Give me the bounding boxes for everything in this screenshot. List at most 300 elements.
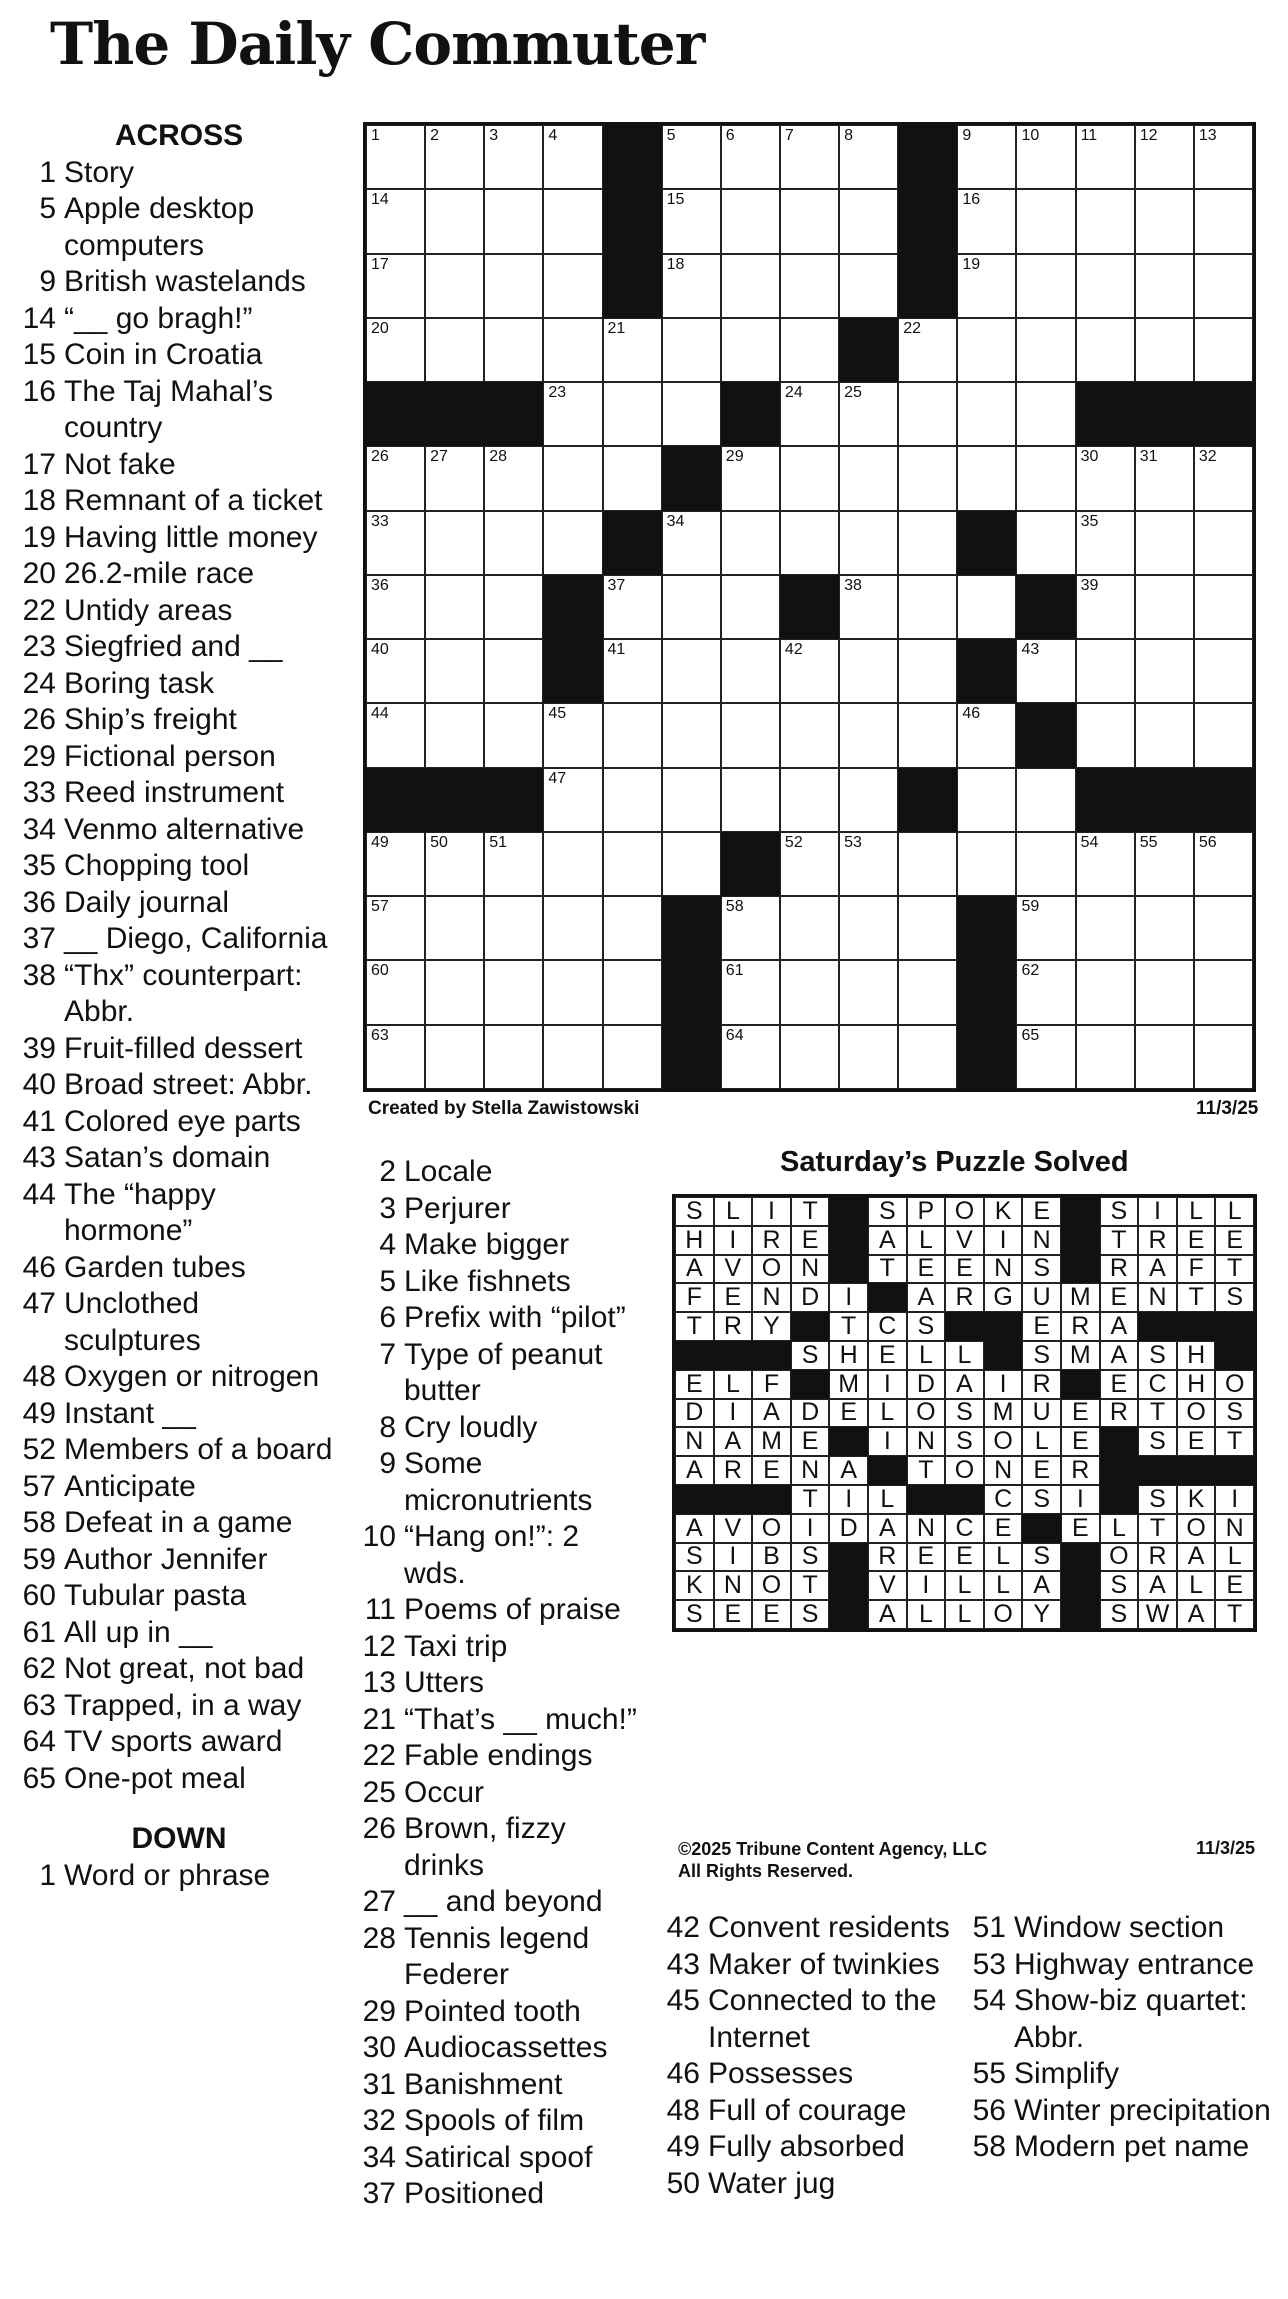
answer-square[interactable]: [1076, 639, 1135, 703]
answer-square[interactable]: [425, 1025, 484, 1089]
solution-letter: I: [984, 1226, 1023, 1255]
answer-square[interactable]: [1135, 703, 1194, 767]
clue-number: 32: [362, 2104, 396, 2137]
square-number: 6: [725, 127, 735, 144]
solution-black-square: [945, 1485, 984, 1514]
clue-text: Oxygen or nitrogen: [64, 1360, 320, 1393]
solution-letter: A: [1177, 1543, 1216, 1572]
answer-square[interactable]: [484, 189, 543, 253]
answer-square[interactable]: [1194, 639, 1253, 703]
answer-square[interactable]: [1194, 446, 1253, 510]
solution-letter: C: [868, 1312, 907, 1341]
clue-text: Story: [64, 155, 135, 189]
answer-square[interactable]: [603, 639, 662, 703]
solution-letter: L: [714, 1370, 753, 1399]
answer-square[interactable]: [839, 575, 898, 639]
solution-letter: A: [675, 1514, 714, 1543]
clue-item: [14, 1469, 344, 1506]
answer-square[interactable]: [780, 318, 839, 382]
answer-square[interactable]: [721, 896, 780, 960]
square-number: 59: [1021, 898, 1040, 916]
solution-letter: S: [868, 1197, 907, 1226]
solution-letter: A: [675, 1456, 714, 1485]
solution-letter: E: [1177, 1427, 1216, 1456]
clue-text: __ and beyond: [404, 1885, 603, 1918]
answer-square[interactable]: [1135, 318, 1194, 382]
solution-letter: S: [1022, 1341, 1061, 1370]
answer-square[interactable]: [957, 703, 1016, 767]
clue-text: Fully absorbed: [708, 2130, 905, 2163]
answer-square[interactable]: [662, 639, 721, 703]
answer-square[interactable]: [603, 768, 662, 832]
clue-text: Fruit-filled dessert: [64, 1031, 303, 1065]
answer-square[interactable]: [780, 960, 839, 1024]
answer-square[interactable]: [898, 318, 957, 382]
answer-square[interactable]: [1194, 896, 1253, 960]
answer-square[interactable]: [425, 125, 484, 189]
answer-square[interactable]: [366, 125, 425, 189]
answer-square[interactable]: [543, 1025, 602, 1089]
answer-square[interactable]: [425, 189, 484, 253]
answer-square[interactable]: [780, 254, 839, 318]
clue-item: [346, 1811, 646, 1884]
answer-square[interactable]: [366, 1025, 425, 1089]
answer-square[interactable]: [957, 446, 1016, 510]
answer-square[interactable]: [1076, 125, 1135, 189]
clue-number: 40: [22, 1068, 56, 1101]
solution-letter: R: [1100, 1255, 1139, 1284]
answer-square[interactable]: [1016, 125, 1075, 189]
answer-square[interactable]: [484, 446, 543, 510]
answer-square[interactable]: [1076, 254, 1135, 318]
answer-square[interactable]: [425, 446, 484, 510]
answer-square[interactable]: [1076, 511, 1135, 575]
answer-square[interactable]: [662, 832, 721, 896]
solution-black-square: [1215, 1456, 1254, 1485]
answer-square[interactable]: [425, 254, 484, 318]
answer-square[interactable]: [1194, 1025, 1253, 1089]
answer-square[interactable]: [603, 960, 662, 1024]
solution-black-square: [752, 1341, 791, 1370]
solution-letter: C: [984, 1485, 1023, 1514]
answer-square[interactable]: [839, 511, 898, 575]
answer-square[interactable]: [1194, 511, 1253, 575]
answer-square[interactable]: [366, 446, 425, 510]
answer-square[interactable]: [721, 446, 780, 510]
answer-square[interactable]: [898, 382, 957, 446]
answer-square[interactable]: [780, 639, 839, 703]
solution-title: Saturday’s Puzzle Solved: [780, 1146, 1129, 1178]
answer-square[interactable]: [898, 896, 957, 960]
answer-square[interactable]: [1076, 960, 1135, 1024]
answer-square[interactable]: [780, 896, 839, 960]
answer-square[interactable]: [484, 896, 543, 960]
answer-square[interactable]: [366, 189, 425, 253]
answer-square[interactable]: [1016, 832, 1075, 896]
answer-square[interactable]: [957, 768, 1016, 832]
solution-letter: I: [907, 1571, 946, 1600]
answer-square[interactable]: [484, 703, 543, 767]
answer-square[interactable]: [1076, 1025, 1135, 1089]
answer-square[interactable]: [839, 703, 898, 767]
answer-square[interactable]: [425, 639, 484, 703]
answer-square[interactable]: [366, 896, 425, 960]
answer-square[interactable]: [721, 768, 780, 832]
answer-square[interactable]: [603, 382, 662, 446]
answer-square[interactable]: [1194, 254, 1253, 318]
answer-square[interactable]: [543, 768, 602, 832]
answer-square[interactable]: [898, 832, 957, 896]
answer-square[interactable]: [1016, 960, 1075, 1024]
clue-item: [346, 1921, 646, 1994]
answer-square[interactable]: [1135, 1025, 1194, 1089]
answer-square[interactable]: [1135, 960, 1194, 1024]
answer-square[interactable]: [543, 511, 602, 575]
answer-square[interactable]: [484, 511, 543, 575]
solution-letter: E: [829, 1399, 868, 1428]
solution-letter: I: [714, 1543, 753, 1572]
answer-square[interactable]: [898, 703, 957, 767]
black-square: [1135, 382, 1194, 446]
answer-square[interactable]: [543, 318, 602, 382]
answer-square[interactable]: [839, 254, 898, 318]
solution-black-square: [984, 1341, 1023, 1370]
answer-square[interactable]: [1076, 832, 1135, 896]
answer-square[interactable]: [780, 703, 839, 767]
black-square: [1076, 382, 1135, 446]
answer-square[interactable]: [780, 382, 839, 446]
clue-text: Boring task: [64, 666, 215, 700]
answer-square[interactable]: [543, 960, 602, 1024]
solution-black-square: [1177, 1312, 1216, 1341]
answer-square[interactable]: [839, 1025, 898, 1089]
clue-item: [14, 556, 344, 593]
answer-square[interactable]: [1076, 446, 1135, 510]
clue-item: [14, 1858, 344, 1895]
square-number: 49: [371, 833, 389, 851]
answer-square[interactable]: [366, 832, 425, 896]
clue-text: All up in __: [64, 1615, 213, 1649]
answer-square[interactable]: [603, 575, 662, 639]
answer-square[interactable]: [603, 896, 662, 960]
answer-square[interactable]: [721, 254, 780, 318]
answer-square[interactable]: [366, 960, 425, 1024]
answer-square[interactable]: [780, 511, 839, 575]
solution-letter: T: [1100, 1226, 1139, 1255]
answer-square[interactable]: [1135, 511, 1194, 575]
solution-letter: O: [752, 1255, 791, 1284]
answer-square[interactable]: [839, 960, 898, 1024]
answer-square[interactable]: [543, 125, 602, 189]
answer-square[interactable]: [1076, 318, 1135, 382]
answer-square[interactable]: [366, 639, 425, 703]
answer-square[interactable]: [957, 254, 1016, 318]
answer-square[interactable]: [662, 575, 721, 639]
answer-square[interactable]: [1194, 832, 1253, 896]
answer-square[interactable]: [721, 575, 780, 639]
answer-square[interactable]: [1194, 960, 1253, 1024]
answer-square[interactable]: [1194, 575, 1253, 639]
solution-letter: E: [752, 1600, 791, 1629]
clue-text: Venmo alternative: [64, 812, 305, 846]
answer-square[interactable]: [543, 832, 602, 896]
clue-text: Banishment: [404, 2067, 563, 2101]
solution-black-square: [791, 1370, 830, 1399]
solution-letter: A: [1138, 1255, 1177, 1284]
solution-black-square: [791, 1312, 830, 1341]
clue-item: [14, 374, 344, 447]
answer-square[interactable]: [1135, 575, 1194, 639]
answer-square[interactable]: [1076, 896, 1135, 960]
answer-square[interactable]: [957, 318, 1016, 382]
answer-square[interactable]: [662, 382, 721, 446]
answer-square[interactable]: [780, 832, 839, 896]
clue-item: [966, 2093, 1286, 2130]
clue-item: [14, 702, 344, 739]
solution-letter: L: [1215, 1543, 1254, 1572]
solution-letter: O: [945, 1197, 984, 1226]
answer-square[interactable]: [780, 125, 839, 189]
square-number: 12: [1139, 127, 1158, 144]
answer-square[interactable]: [839, 382, 898, 446]
answer-square[interactable]: [603, 318, 662, 382]
answer-square[interactable]: [484, 318, 543, 382]
answer-square[interactable]: [366, 511, 425, 575]
solution-letter: H: [829, 1341, 868, 1370]
square-number: 44: [371, 705, 389, 723]
answer-square[interactable]: [898, 511, 957, 575]
answer-square[interactable]: [1016, 511, 1075, 575]
answer-square[interactable]: [839, 832, 898, 896]
answer-square[interactable]: [425, 703, 484, 767]
clue-number: 5: [39, 192, 56, 225]
solution-letter: T: [791, 1197, 830, 1226]
answer-square[interactable]: [425, 575, 484, 639]
clue-item: [346, 1191, 646, 1228]
answer-square[interactable]: [543, 896, 602, 960]
answer-square[interactable]: [662, 511, 721, 575]
answer-square[interactable]: [721, 511, 780, 575]
clue-text: British wastelands: [64, 265, 306, 298]
square-number: 15: [666, 191, 685, 209]
clue-number: 59: [22, 1542, 56, 1576]
answer-square[interactable]: [839, 639, 898, 703]
answer-square[interactable]: [543, 254, 602, 318]
answer-square[interactable]: [1135, 254, 1194, 318]
solution-black-square: [1177, 1456, 1216, 1485]
answer-square[interactable]: [957, 125, 1016, 189]
clue-text: Pointed tooth: [404, 1994, 581, 2028]
answer-square[interactable]: [957, 382, 1016, 446]
answer-square[interactable]: [543, 382, 602, 446]
answer-square[interactable]: [1135, 896, 1194, 960]
solution-letter: R: [868, 1543, 907, 1572]
black-square: [662, 960, 721, 1024]
answer-square[interactable]: [721, 703, 780, 767]
answer-square[interactable]: [721, 1025, 780, 1089]
answer-square[interactable]: [662, 768, 721, 832]
answer-square[interactable]: [1194, 125, 1253, 189]
answer-square[interactable]: [1194, 318, 1253, 382]
solution-letter: T: [1215, 1427, 1254, 1456]
answer-square[interactable]: [484, 575, 543, 639]
answer-square[interactable]: [839, 125, 898, 189]
answer-square[interactable]: [898, 446, 957, 510]
answer-square[interactable]: [839, 446, 898, 510]
clue-item: [346, 1775, 646, 1812]
answer-square[interactable]: [484, 639, 543, 703]
answer-square[interactable]: [898, 639, 957, 703]
clue-number: 15: [22, 338, 56, 371]
clue-text: Untidy areas: [64, 593, 233, 627]
answer-square[interactable]: [1016, 446, 1075, 510]
answer-square[interactable]: [1016, 1025, 1075, 1089]
answer-square[interactable]: [1016, 896, 1075, 960]
answer-square[interactable]: [780, 1025, 839, 1089]
answer-square[interactable]: [721, 189, 780, 253]
answer-square[interactable]: [543, 703, 602, 767]
answer-square[interactable]: [484, 960, 543, 1024]
answer-square[interactable]: [780, 189, 839, 253]
answer-square[interactable]: [366, 318, 425, 382]
solution-black-square: [675, 1341, 714, 1370]
solution-letter: S: [791, 1543, 830, 1572]
answer-square[interactable]: [1016, 189, 1075, 253]
answer-square[interactable]: [721, 125, 780, 189]
clue-item: [346, 1629, 646, 1666]
clue-item: [14, 301, 344, 338]
black-square: [1016, 575, 1075, 639]
answer-square[interactable]: [957, 832, 1016, 896]
solution-black-square: [714, 1485, 753, 1514]
answer-square[interactable]: [1016, 318, 1075, 382]
answer-square[interactable]: [543, 446, 602, 510]
clue-text: Full of courage: [708, 2093, 907, 2127]
answer-square[interactable]: [603, 703, 662, 767]
answer-square[interactable]: [662, 703, 721, 767]
answer-square[interactable]: [425, 960, 484, 1024]
answer-square[interactable]: [662, 125, 721, 189]
answer-square[interactable]: [839, 189, 898, 253]
solution-letter: I: [829, 1485, 868, 1514]
answer-square[interactable]: [543, 189, 602, 253]
answer-square[interactable]: [839, 896, 898, 960]
solution-letter: T: [791, 1571, 830, 1600]
clue-text: Simplify: [1014, 2057, 1120, 2090]
answer-square[interactable]: [1076, 575, 1135, 639]
solution-black-square: [829, 1226, 868, 1255]
answer-square[interactable]: [366, 254, 425, 318]
answer-square[interactable]: [662, 189, 721, 253]
answer-square[interactable]: [1016, 639, 1075, 703]
answer-square[interactable]: [1135, 189, 1194, 253]
answer-square[interactable]: [1076, 703, 1135, 767]
solution-letter: D: [791, 1399, 830, 1428]
answer-square[interactable]: [484, 832, 543, 896]
answer-square[interactable]: [366, 575, 425, 639]
answer-square[interactable]: [898, 1025, 957, 1089]
answer-square[interactable]: [425, 896, 484, 960]
clue-number: 48: [22, 1360, 56, 1393]
answer-square[interactable]: [1135, 639, 1194, 703]
square-number: 65: [1021, 1026, 1040, 1044]
answer-square[interactable]: [1016, 254, 1075, 318]
answer-square[interactable]: [1194, 703, 1253, 767]
clue-text: 26.2-mile race: [64, 557, 255, 590]
answer-square[interactable]: [603, 1025, 662, 1089]
clue-item: [346, 2176, 646, 2213]
clue-number: 50: [666, 2166, 700, 2200]
clue-number: 18: [22, 484, 56, 517]
answer-square[interactable]: [425, 832, 484, 896]
answer-square[interactable]: [1016, 768, 1075, 832]
answer-square[interactable]: [1135, 832, 1194, 896]
solution-letter: S: [675, 1600, 714, 1629]
clue-text: Connected to the Internet: [708, 1984, 937, 2054]
clue-text: Make bigger: [404, 1228, 570, 1261]
clue-number: 43: [666, 1947, 700, 1981]
clue-item: [966, 1910, 1286, 1947]
square-number: 39: [1080, 576, 1099, 594]
square-number: 5: [666, 127, 676, 144]
clue-item: [346, 1665, 646, 1702]
black-square: [721, 832, 780, 896]
answer-square[interactable]: [721, 960, 780, 1024]
answer-square[interactable]: [425, 318, 484, 382]
solution-letter: A: [945, 1370, 984, 1399]
answer-square[interactable]: [1135, 446, 1194, 510]
clue-text: Prefix with “pilot”: [404, 1301, 626, 1334]
clue-item: [14, 520, 344, 557]
clue-number: 25: [362, 1775, 396, 1809]
answer-square[interactable]: [721, 639, 780, 703]
answer-square[interactable]: [957, 189, 1016, 253]
answer-square[interactable]: [484, 1025, 543, 1089]
answer-square[interactable]: [898, 960, 957, 1024]
clue-item: [14, 264, 344, 301]
answer-square[interactable]: [721, 318, 780, 382]
solution-black-square: [1061, 1255, 1100, 1284]
answer-square[interactable]: [1135, 125, 1194, 189]
answer-square[interactable]: [484, 125, 543, 189]
answer-square[interactable]: [898, 575, 957, 639]
answer-square[interactable]: [603, 832, 662, 896]
answer-square[interactable]: [780, 768, 839, 832]
answer-square[interactable]: [1194, 189, 1253, 253]
answer-square[interactable]: [1076, 189, 1135, 253]
solution-letter: S: [1100, 1571, 1139, 1600]
answer-square[interactable]: [366, 703, 425, 767]
clue-item: [346, 1884, 646, 1921]
answer-square[interactable]: [662, 254, 721, 318]
answer-square[interactable]: [484, 254, 543, 318]
answer-square[interactable]: [425, 511, 484, 575]
clue-text: Siegfried and __: [64, 630, 283, 663]
answer-square[interactable]: [662, 318, 721, 382]
clue-item: [660, 1910, 970, 1947]
clue-item: [14, 1578, 344, 1615]
answer-square[interactable]: [1016, 382, 1075, 446]
solution-letter: S: [1022, 1255, 1061, 1284]
clue-number: 56: [972, 2093, 1006, 2127]
answer-square[interactable]: [780, 446, 839, 510]
square-number: 33: [371, 512, 389, 530]
answer-square[interactable]: [839, 768, 898, 832]
clue-number: 61: [22, 1615, 56, 1649]
answer-square[interactable]: [603, 446, 662, 510]
answer-square[interactable]: [957, 575, 1016, 639]
clue-item: [14, 191, 344, 264]
